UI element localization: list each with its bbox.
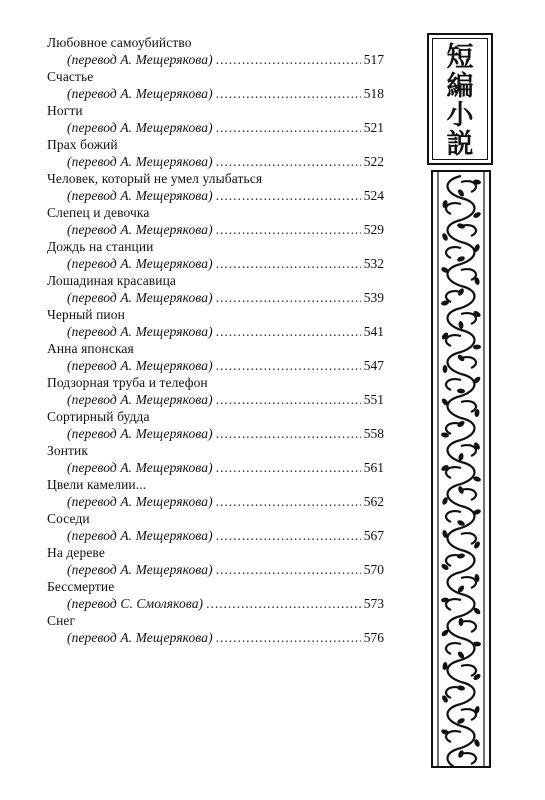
entry-page-number: 551 — [363, 392, 384, 407]
toc-entry[interactable] — [47, 442, 384, 476]
toc-entry[interactable] — [47, 136, 384, 170]
entry-title: Бессмертие — [47, 579, 115, 594]
dot-leader — [216, 527, 361, 544]
entry-page-number: 532 — [363, 256, 384, 271]
cjk-char: 説 — [446, 129, 474, 160]
toc-entry[interactable] — [47, 272, 384, 306]
entry-page-number: 521 — [363, 120, 384, 135]
toc-entry[interactable] — [47, 102, 384, 136]
dot-leader — [216, 425, 361, 442]
entry-page-number: 518 — [363, 86, 384, 101]
entry-translator: (перевод С. Смолякова) — [67, 596, 204, 611]
dot-leader — [216, 255, 361, 272]
entry-translator: (перевод А. Мещерякова) — [67, 222, 213, 237]
toc-entry[interactable] — [47, 204, 384, 238]
leaf-shape — [440, 464, 449, 472]
entry-page-number: 524 — [363, 188, 384, 203]
entry-page-number: 547 — [363, 358, 384, 373]
entry-title: Дождь на станции — [47, 239, 154, 254]
toc-entry[interactable] — [47, 34, 384, 68]
entry-translator: (перевод А. Мещерякова) — [67, 460, 213, 475]
entry-translator: (перевод А. Мещерякова) — [67, 392, 213, 407]
entry-page-number: 576 — [363, 630, 384, 645]
entry-page-number: 517 — [363, 52, 384, 67]
vine-stroke — [446, 176, 476, 766]
dot-leader — [216, 493, 361, 510]
entry-translator: (перевод А. Мещерякова) — [67, 188, 213, 203]
leaf-shape — [443, 365, 448, 373]
entry-translator: (перевод А. Мещерякова) — [67, 562, 213, 577]
entry-translator: (перевод А. Мещерякова) — [67, 256, 213, 271]
toc-entry[interactable] — [47, 612, 384, 646]
entry-translator: (перевод А. Мещерякова) — [67, 120, 213, 135]
dot-leader — [216, 629, 361, 646]
cjk-title — [429, 43, 491, 159]
entry-page-number: 567 — [363, 528, 384, 543]
entry-translator: (перевод А. Мещерякова) — [67, 358, 213, 373]
toc-entry[interactable] — [47, 68, 384, 102]
dot-leader — [216, 119, 361, 136]
dot-leader — [216, 187, 361, 204]
entry-title: Цвели камелии... — [47, 477, 147, 492]
entry-title: Счастье — [47, 69, 94, 84]
entry-translator: (перевод А. Мещерякова) — [67, 290, 213, 305]
toc-entry[interactable] — [47, 340, 384, 374]
entry-translator: (перевод А. Мещерякова) — [67, 494, 213, 509]
cjk-title-box — [427, 33, 493, 165]
leaf-shape — [457, 553, 466, 559]
entry-page-number: 562 — [363, 494, 384, 509]
entry-page-number: 561 — [363, 460, 384, 475]
entry-title: Подзорная труба и телефон — [47, 375, 208, 390]
leaf-shape — [457, 388, 465, 393]
entry-page-number: 573 — [363, 596, 384, 611]
dot-leader — [216, 391, 361, 408]
entry-page-number: 541 — [363, 324, 384, 339]
table-of-contents — [47, 34, 384, 646]
leaf-shape — [459, 618, 464, 626]
entry-title: Сортирный будда — [47, 409, 150, 424]
dot-leader — [216, 323, 361, 340]
leaf-shape — [456, 222, 465, 229]
entry-title: Черный пион — [47, 307, 125, 322]
dot-leader — [216, 357, 361, 374]
entry-title: Лошадиная красавица — [47, 273, 177, 288]
toc-entry[interactable] — [47, 408, 384, 442]
dot-leader — [216, 561, 361, 578]
toc-entry[interactable] — [47, 544, 384, 578]
leaf-shape — [440, 728, 449, 735]
entry-page-number: 558 — [363, 426, 384, 441]
decorative-banner — [427, 33, 497, 768]
entry-title: Снег — [47, 613, 76, 628]
leaf-shape — [456, 255, 465, 262]
entry-page-number: 522 — [363, 154, 384, 169]
entry-title: Ногти — [47, 103, 83, 118]
toc-entry[interactable] — [47, 476, 384, 510]
entry-title: Прах божий — [47, 137, 118, 152]
entry-translator: (перевод А. Мещерякова) — [67, 52, 213, 67]
toc-entry[interactable] — [47, 238, 384, 272]
toc-entry[interactable] — [47, 306, 384, 340]
entry-title: Зонтик — [47, 443, 89, 458]
entry-page-number: 529 — [363, 222, 384, 237]
entry-title: На дереве — [47, 545, 105, 560]
entry-translator: (перевод А. Мещерякова) — [67, 86, 213, 101]
ornamental-border — [431, 170, 491, 768]
cjk-char: 編 — [446, 71, 474, 102]
ornament-pattern-icon — [433, 172, 489, 766]
entry-translator: (перевод А. Мещерякова) — [67, 324, 213, 339]
entry-title: Любовное самоубийство — [47, 35, 192, 50]
leaf-shape — [458, 321, 464, 330]
cjk-char: 短 — [446, 42, 474, 73]
entry-translator: (перевод А. Мещерякова) — [67, 630, 213, 645]
entry-translator: (перевод А. Мещерякова) — [67, 528, 213, 543]
leaf-shape — [457, 685, 466, 691]
entry-page-number: 570 — [363, 562, 384, 577]
dot-leader — [216, 85, 361, 102]
dot-leader — [216, 153, 361, 170]
toc-entry[interactable] — [47, 170, 384, 204]
entry-page-number: 539 — [363, 290, 384, 305]
entry-translator: (перевод А. Мещерякова) — [67, 426, 213, 441]
dot-leader — [216, 459, 361, 476]
dot-leader — [206, 595, 361, 612]
entry-title: Анна японская — [47, 341, 134, 356]
entry-title: Соседи — [47, 511, 90, 526]
entry-translator: (перевод А. Мещерякова) — [67, 154, 213, 169]
toc-entry[interactable] — [47, 510, 384, 544]
dot-leader — [216, 221, 361, 238]
entry-title: Слепец и девочка — [47, 205, 150, 220]
entry-title: Человек, который не умел улыбаться — [47, 171, 263, 186]
toc-entry[interactable] — [47, 374, 384, 408]
dot-leader — [216, 51, 361, 68]
cjk-char: 小 — [446, 100, 474, 131]
toc-entry[interactable] — [47, 578, 384, 612]
dot-leader — [216, 289, 361, 306]
